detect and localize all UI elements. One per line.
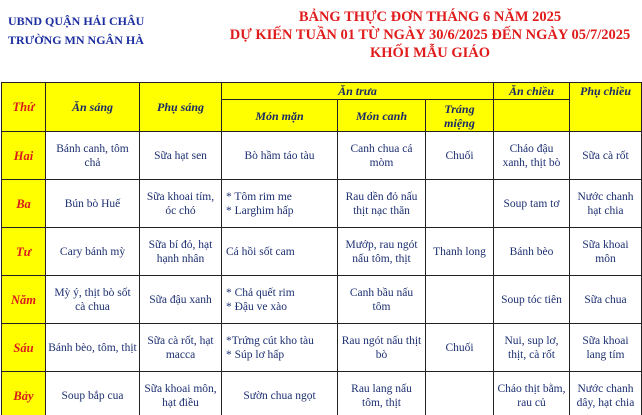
- school-header: [8, 12, 144, 50]
- afternoon-snack-cell: Sữa cà rốt: [570, 132, 642, 180]
- soup-cell: Rau dền đỏ nấu thịt nạc thăn: [338, 180, 426, 228]
- afternoon-snack-cell: Nước chanh dây, hạt chia: [570, 372, 642, 415]
- day-cell: Tư: [2, 228, 46, 276]
- afternoon-meal-cell: Cháo đậu xanh, thịt bò: [494, 132, 570, 180]
- afternoon-snack-cell: Nước chanh hạt chia: [570, 180, 642, 228]
- menu-title-line2: DỰ KIẾN TUẦN 01 TỪ NGÀY 30/6/2025 ĐẾN NGÀY 05/7/2025: [229, 27, 631, 43]
- morning-snack-cell: Sữa hạt sen: [140, 132, 222, 180]
- morning-snack-cell: Sữa khoai môn, hạt điều: [140, 372, 222, 415]
- day-cell: Ba: [2, 180, 46, 228]
- morning-snack-cell: Sữa bí đỏ, hạt hạnh nhân: [140, 228, 222, 276]
- col-header-soup: Món canh: [338, 100, 426, 132]
- day-cell: Sáu: [2, 324, 46, 372]
- day-cell: Năm: [2, 276, 46, 324]
- afternoon-meal-cell: Cháo thịt bằm, rau củ: [494, 372, 570, 415]
- main-dish-item: * Larghim hấp: [226, 204, 294, 217]
- afternoon-snack-cell: Sữa khoai môn: [570, 228, 642, 276]
- breakfast-cell: Bánh canh, tôm chả: [46, 132, 140, 180]
- afternoon-meal-cell: Nui, sup lơ, thịt, cà rốt: [494, 324, 570, 372]
- dessert-cell: [426, 180, 494, 228]
- main-dish-item: * Súp lơ hấp: [226, 348, 285, 361]
- breakfast-cell: Mỳ ý, thịt bò sốt cà chua: [46, 276, 140, 324]
- col-header-afternoon-meal: [494, 100, 570, 132]
- dessert-cell: Thanh long: [426, 228, 494, 276]
- morning-snack-cell: Sữa khoai tím, óc chó: [140, 180, 222, 228]
- table-row: [2, 324, 642, 372]
- main-dish-cell: [222, 132, 338, 180]
- main-dish-item: * Chả quết rim: [226, 286, 295, 299]
- dessert-cell: [426, 276, 494, 324]
- main-dish-item: Sườn chua ngọt: [243, 389, 316, 402]
- afternoon-meal-cell: Soup tóc tiên: [494, 276, 570, 324]
- afternoon-snack-cell: Sữa khoai lang tím: [570, 324, 642, 372]
- menu-title-line1: BẢNG THỰC ĐƠN THÁNG 6 NĂM 2025: [298, 9, 562, 25]
- col-header-afternoon-snack: Phụ chiều: [570, 83, 642, 132]
- main-dish-cell: [222, 324, 338, 372]
- main-dish-cell: [222, 228, 338, 276]
- soup-cell: Mướp, rau ngót nấu tôm, thịt: [338, 228, 426, 276]
- main-dish-item: * Tôm rim me: [226, 190, 292, 203]
- col-header-day: Thứ: [2, 83, 46, 132]
- dessert-cell: Chuối: [426, 324, 494, 372]
- soup-cell: Canh chua cá mòm: [338, 132, 426, 180]
- col-header-breakfast: Ăn sáng: [46, 83, 140, 132]
- weekly-menu-table: [1, 82, 642, 415]
- main-dish-cell: [222, 180, 338, 228]
- breakfast-cell: Cary bánh mỳ: [46, 228, 140, 276]
- breakfast-cell: Soup bắp cua: [46, 372, 140, 415]
- main-dish-item: Bò hầm táo tàu: [244, 149, 315, 162]
- col-header-main-dish: Món mặn: [222, 100, 338, 132]
- school-name: TRƯỜNG MN NGÂN HÀ: [8, 33, 144, 47]
- afternoon-snack-cell: Sữa chua: [570, 276, 642, 324]
- group-header-lunch: Ăn trưa: [222, 83, 494, 100]
- afternoon-meal-cell: Soup tam tơ: [494, 180, 570, 228]
- morning-snack-cell: Sữa đậu xanh: [140, 276, 222, 324]
- group-header-afternoon: Ăn chiều: [494, 83, 570, 100]
- table-row: [2, 372, 642, 415]
- dessert-cell: [426, 372, 494, 415]
- menu-title-line3: KHỐI MẪU GIÁO: [369, 45, 491, 61]
- main-dish-item: * Đậu ve xào: [226, 300, 287, 313]
- breakfast-cell: Bánh bèo, tôm, thịt: [46, 324, 140, 372]
- table-row: [2, 180, 642, 228]
- table-row: [2, 228, 642, 276]
- main-dish-item: Cá hồi sốt cam: [226, 245, 295, 258]
- table-row: [2, 276, 642, 324]
- day-cell: Bảy: [2, 372, 46, 415]
- col-header-morning-snack: Phụ sáng: [140, 83, 222, 132]
- district-name: UBND QUẬN HẢI CHÂU: [8, 14, 145, 28]
- main-dish-cell: [222, 276, 338, 324]
- day-cell: Hai: [2, 132, 46, 180]
- main-dish-cell: [222, 372, 338, 415]
- breakfast-cell: Bún bò Huế: [46, 180, 140, 228]
- main-dish-item: *Trứng cút kho tàu: [226, 334, 314, 347]
- menu-title: [222, 8, 638, 62]
- afternoon-meal-cell: Bánh bèo: [494, 228, 570, 276]
- col-header-dessert: Tráng miệng: [426, 100, 494, 132]
- soup-cell: Rau lang nấu tôm, thịt: [338, 372, 426, 415]
- soup-cell: Canh bầu nấu tôm: [338, 276, 426, 324]
- table-row: [2, 132, 642, 180]
- soup-cell: Rau ngót nấu thịt bò: [338, 324, 426, 372]
- morning-snack-cell: Sữa cà rốt, hạt macca: [140, 324, 222, 372]
- dessert-cell: Chuối: [426, 132, 494, 180]
